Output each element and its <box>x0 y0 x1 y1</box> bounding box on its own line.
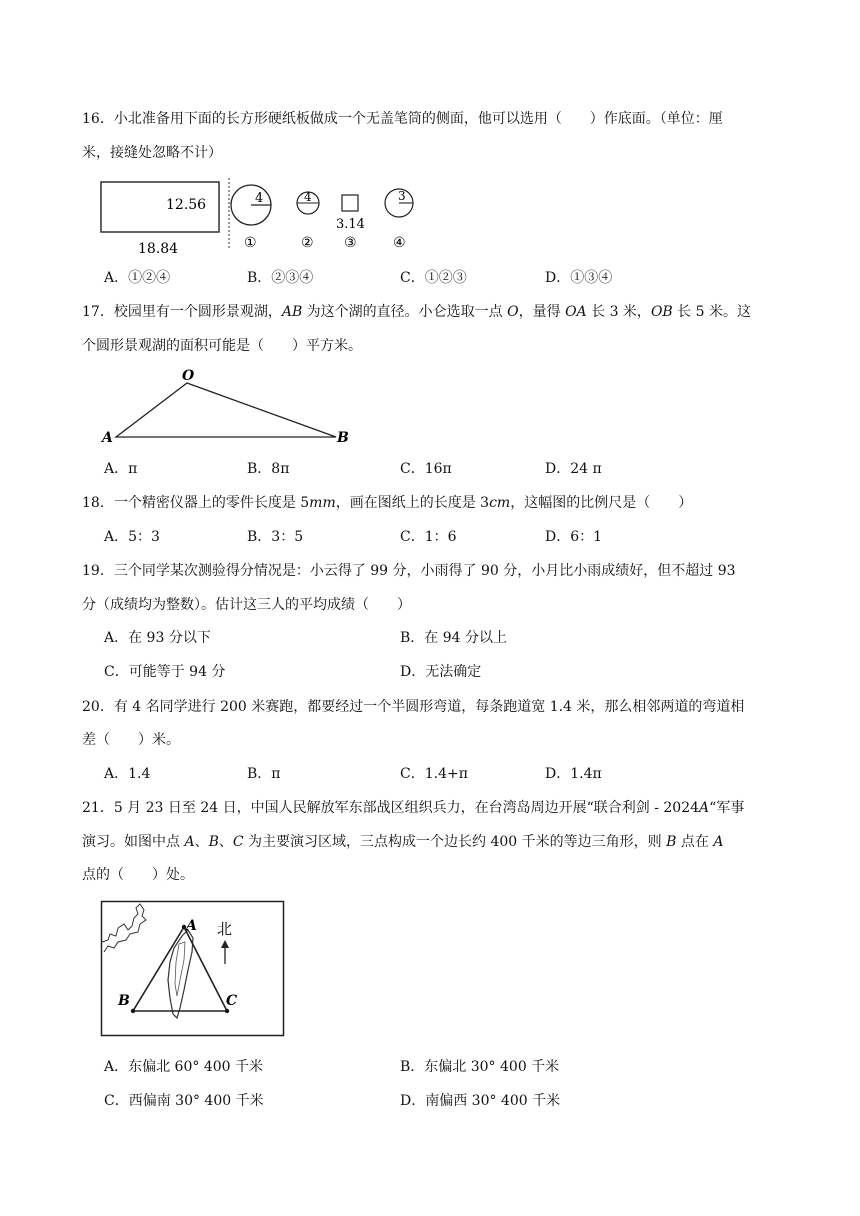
q18-option-b: B．3：5 <box>247 529 304 545</box>
point-c <box>225 1009 229 1013</box>
q16-line2: 米，接缝处忽略不计） <box>82 145 222 161</box>
q21-option-b: B．东偏北 30° 400 千米 <box>400 1059 560 1075</box>
shape-1-number: ① <box>244 235 257 251</box>
q20-option-d: D．1.4π <box>545 766 602 782</box>
point-b <box>131 1009 135 1013</box>
q19-option-a: A．在 93 分以下 <box>104 630 211 646</box>
q21-option-a: A．东偏北 60° 400 千米 <box>104 1059 263 1075</box>
label-b: B <box>118 993 130 1009</box>
q17-option-c: C．16π <box>400 461 452 477</box>
q16-option-a: A．①②④ <box>104 270 171 286</box>
rect-height-label: 12.56 <box>166 197 207 213</box>
circle-1-label: 4 <box>255 191 264 206</box>
q16-option-c: C．①②③ <box>400 270 467 286</box>
q19-option-d: D．无法确定 <box>400 664 482 680</box>
q20-line2: 差（ ）米。 <box>82 732 180 748</box>
q16-option-b: B．②③④ <box>247 270 314 286</box>
q16-figure <box>96 176 416 260</box>
label-a: A <box>102 430 113 446</box>
q21-option-c: C．西偏南 30° 400 千米 <box>104 1093 264 1109</box>
q17-line1: 17．校园里有一个圆形景观湖，AB 为这个湖的直径。小仑选取一点 O，量得 OA 长 3 米，OB 长 5 米。这 <box>82 304 751 320</box>
circle-4-label: 3 <box>398 189 406 203</box>
q17-option-a: A．π <box>104 461 138 477</box>
q18-option-d: D．6：1 <box>545 529 603 545</box>
shape-4-number: ④ <box>393 235 406 251</box>
label-b: B <box>337 430 349 446</box>
north-label: 北 <box>217 920 233 938</box>
triangle-oab <box>116 383 336 437</box>
square-3 <box>342 195 358 211</box>
shape-3-number: ③ <box>344 235 357 251</box>
q21-line2: 演习。如图中点 A、B、C 为主要演习区域，三点构成一个边长约 400 千米的等边三角形，则 B 点在 A <box>82 834 724 850</box>
circle-2-label: 4 <box>304 190 312 204</box>
q19-option-c: C．可能等于 94 分 <box>104 664 226 680</box>
label-a: A <box>186 918 197 934</box>
q16-option-d: D．①③④ <box>545 270 613 286</box>
q18-option-c: C．1：6 <box>400 529 457 545</box>
q18-option-a: A．5：3 <box>104 529 160 545</box>
q19-line2: 分（成绩均为整数）。估计这三人的平均成绩（ ） <box>82 597 411 613</box>
label-o: O <box>182 368 195 384</box>
q17-triangle-figure <box>96 366 356 450</box>
q21-option-d: D．南偏西 30° 400 千米 <box>400 1093 561 1109</box>
q21-map-figure <box>100 900 286 1040</box>
q19-line1: 19．三个同学某次测验得分情况是：小云得了 99 分，小雨得了 90 分，小月比小雨成绩好，但不超过 93 <box>82 563 736 579</box>
label-c: C <box>226 993 238 1009</box>
q20-option-b: B．π <box>247 766 281 782</box>
rect-width-label: 18.84 <box>138 241 179 257</box>
q17-line2: 个圆形景观湖的面积可能是（ ）平方米。 <box>82 338 362 354</box>
square-3-label: 3.14 <box>336 217 365 232</box>
q21-line3: 点的（ ）处。 <box>82 867 194 883</box>
q21-line1: 21．5 月 23 日至 24 日，中国人民解放军东部战区组织兵力，在台湾岛周边开展“联合利剑 - 2024A“军事 <box>82 800 745 816</box>
q18-stem: 18．一个精密仪器上的零件长度是 5mm，画在图纸上的长度是 3cm，这幅图的比例尺是（ ） <box>82 495 693 511</box>
q20-option-c: C．1.4+π <box>400 766 468 782</box>
q17-option-b: B．8π <box>247 461 290 477</box>
q17-option-d: D．24 π <box>545 461 602 477</box>
q20-line1: 20．有 4 名同学进行 200 米赛跑，都要经过一个半圆形弯道，每条跑道宽 1.4 米，那么相邻两道的弯道相 <box>82 699 745 715</box>
shape-2-number: ② <box>301 235 314 251</box>
q19-option-b: B．在 94 分以上 <box>400 630 508 646</box>
q20-option-a: A．1.4 <box>104 766 151 782</box>
q16-line1: 16．小北准备用下面的长方形硬纸板做成一个无盖笔筒的侧面，他可以选用（ ）作底面。（单位：厘 <box>82 111 723 127</box>
